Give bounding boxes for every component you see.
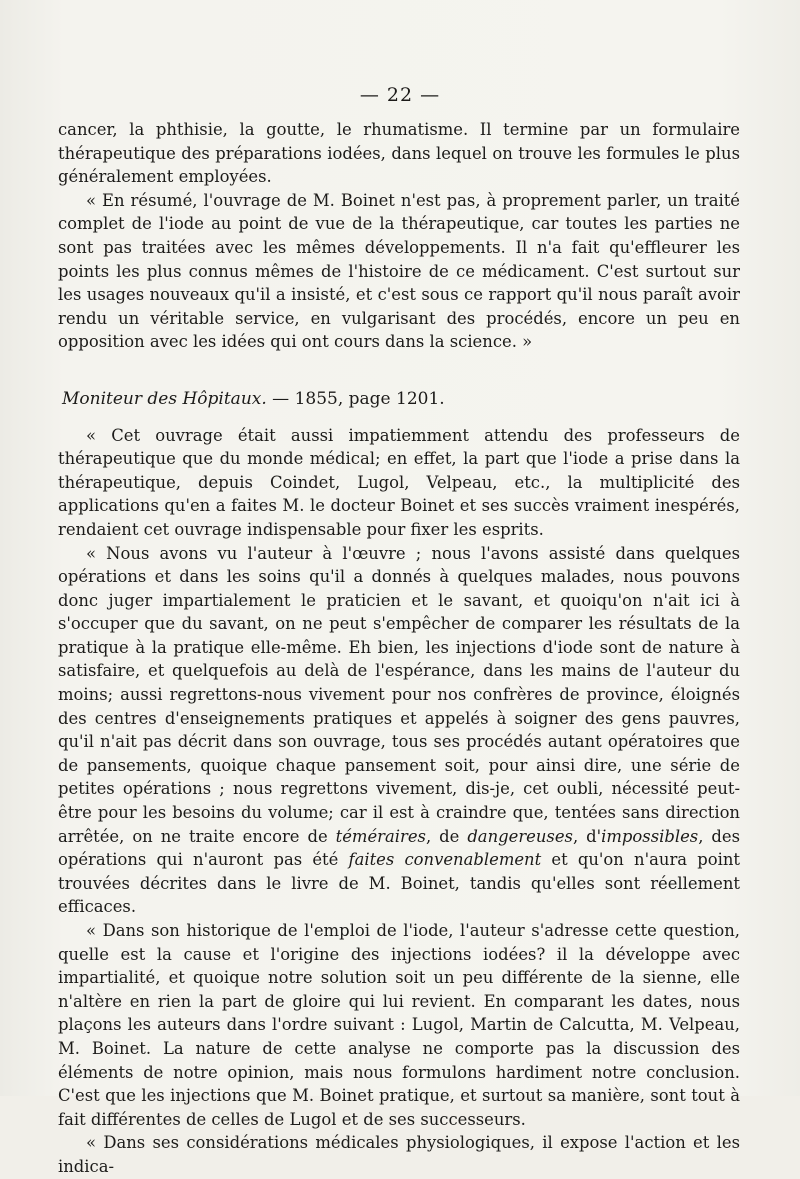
paragraph-2: « En résumé, l'ouvrage de M. Boinet n'est pas, à proprement parler, un traité complet de l'iode au point de vue de la thérapeutique, car toutes les parties ne sont pas traitées avec les mêmes développements. Il n'a fait qu'effleurer les points les plus connus mêmes de l'histoire de ce médicament. C'est surtout sur les usages nouveaux qu'il a insisté, et c'est sous ce rapport qu'il nous paraît avoir rendu un véritable service, en vulgarisant des procédés, encore un peu en opposition avec les idées qui ont cours dans la science. » — [58, 190, 740, 352]
paragraph-1: cancer, la phthisie, la goutte, le rhumatisme. Il termine par un formulaire thérapeutique des préparations iodées, dans lequel on trouve les formules le plus généralement employées. — [58, 120, 740, 187]
emphasis-faites-convenablement: faites convenablement — [348, 850, 542, 870]
source-reference: — 1855, page 1201. — [266, 388, 445, 409]
paragraph-5: « Dans son historique de l'emploi de l'iode, l'auteur s'adresse cette question, quelle est la cause et l'origine des injections iodées? il la développe avec impartialité, et quoique notre solution soit un peu différente de la sienne, elle n'altère en rien la part de gloire qui lui revient. En comparant les dates, nous plaçons les auteurs dans l'ordre suivant : Lugol, Martin de Calcutta, M. Velpeau, M. Boinet. La nature de cette analyse ne comporte pas la discussion des éléments de notre opinion, mais nous formulons hardiment notre conclusion. C'est que les injections que M. Boinet pratique, et surtout sa manière, sont tout à fait différentes de celles de Lugol et de ses successeurs. — [58, 921, 740, 1129]
paragraph-6: « Dans ses considérations médicales physiologiques, il expose l'action et les indica- — [58, 1133, 740, 1176]
paragraph-4 — [58, 542, 740, 920]
emphasis-temeraires: téméraires — [335, 826, 426, 846]
paragraph-4-text-d: , des opérations qui n'auront pas été — [58, 826, 740, 870]
emphasis-impossibles: impossibles — [601, 826, 699, 846]
paragraph-3: « Cet ouvrage était aussi impatiemment attendu des professeurs de thérapeutique que du monde médical; en effet, la part que l'iode a prise dans la thérapeutique, depuis Coindet, Lugol, Velpeau, etc., la multiplicité des applications qu'en a faites M. le docteur Boinet et ses succès vraiment inespérés, rendaient cet ouvrage indispensable pour fixer les esprits. — [58, 425, 740, 539]
source-citation — [58, 388, 740, 412]
emphasis-dangereuses: dangereuses — [467, 826, 573, 846]
body-text — [58, 118, 740, 1179]
source-journal: Moniteur des Hôpitaux. — [62, 388, 267, 409]
paragraph-4-text-b: , de — [425, 826, 468, 846]
paragraph-4-text-e: et qu'on n'aura point trouvées décrites dans le livre de M. Boinet, tandis qu'elles sont réellement efficaces. — [58, 850, 740, 917]
page-number: — 22 — — [359, 84, 441, 106]
paragraph-4-text-c: , d' — [572, 826, 602, 846]
paragraph-4-text-a: « Nous avons vu l'auteur à l'œuvre ; nous l'avons assisté dans quelques opérations et dans les soins qu'il a donnés à quelques malades, nous pouvons donc juger impartialement le praticien et le savant, et quoiqu'on n'ait ici à s'occuper que du savant, on ne peut s'empêcher de comparer les résultats de la pratique à la pratique elle-même. Eh bien, les injections d'iode sont de nature à satisfaire, et quelquefois au delà de l'espérance, dans les mains de l'auteur du moins; aussi regrettons-nous vivement pour nos confrères de province, éloignés des centres d'enseignements pratiques et appelés à soigner des gens pauvres, qu'il n'ait pas décrit dans son ouvrage, tous ses procédés autant opératoires que de pansements, quoique chaque pansement soit, pour ainsi dire, une série de petites opérations ; nous regrettons vivement, dis-je, cet oubli, nécessité peut-être pour les besoins du volume; car il est à craindre que, tentées sans direction arrêtée, on ne traite encore de — [58, 543, 740, 846]
